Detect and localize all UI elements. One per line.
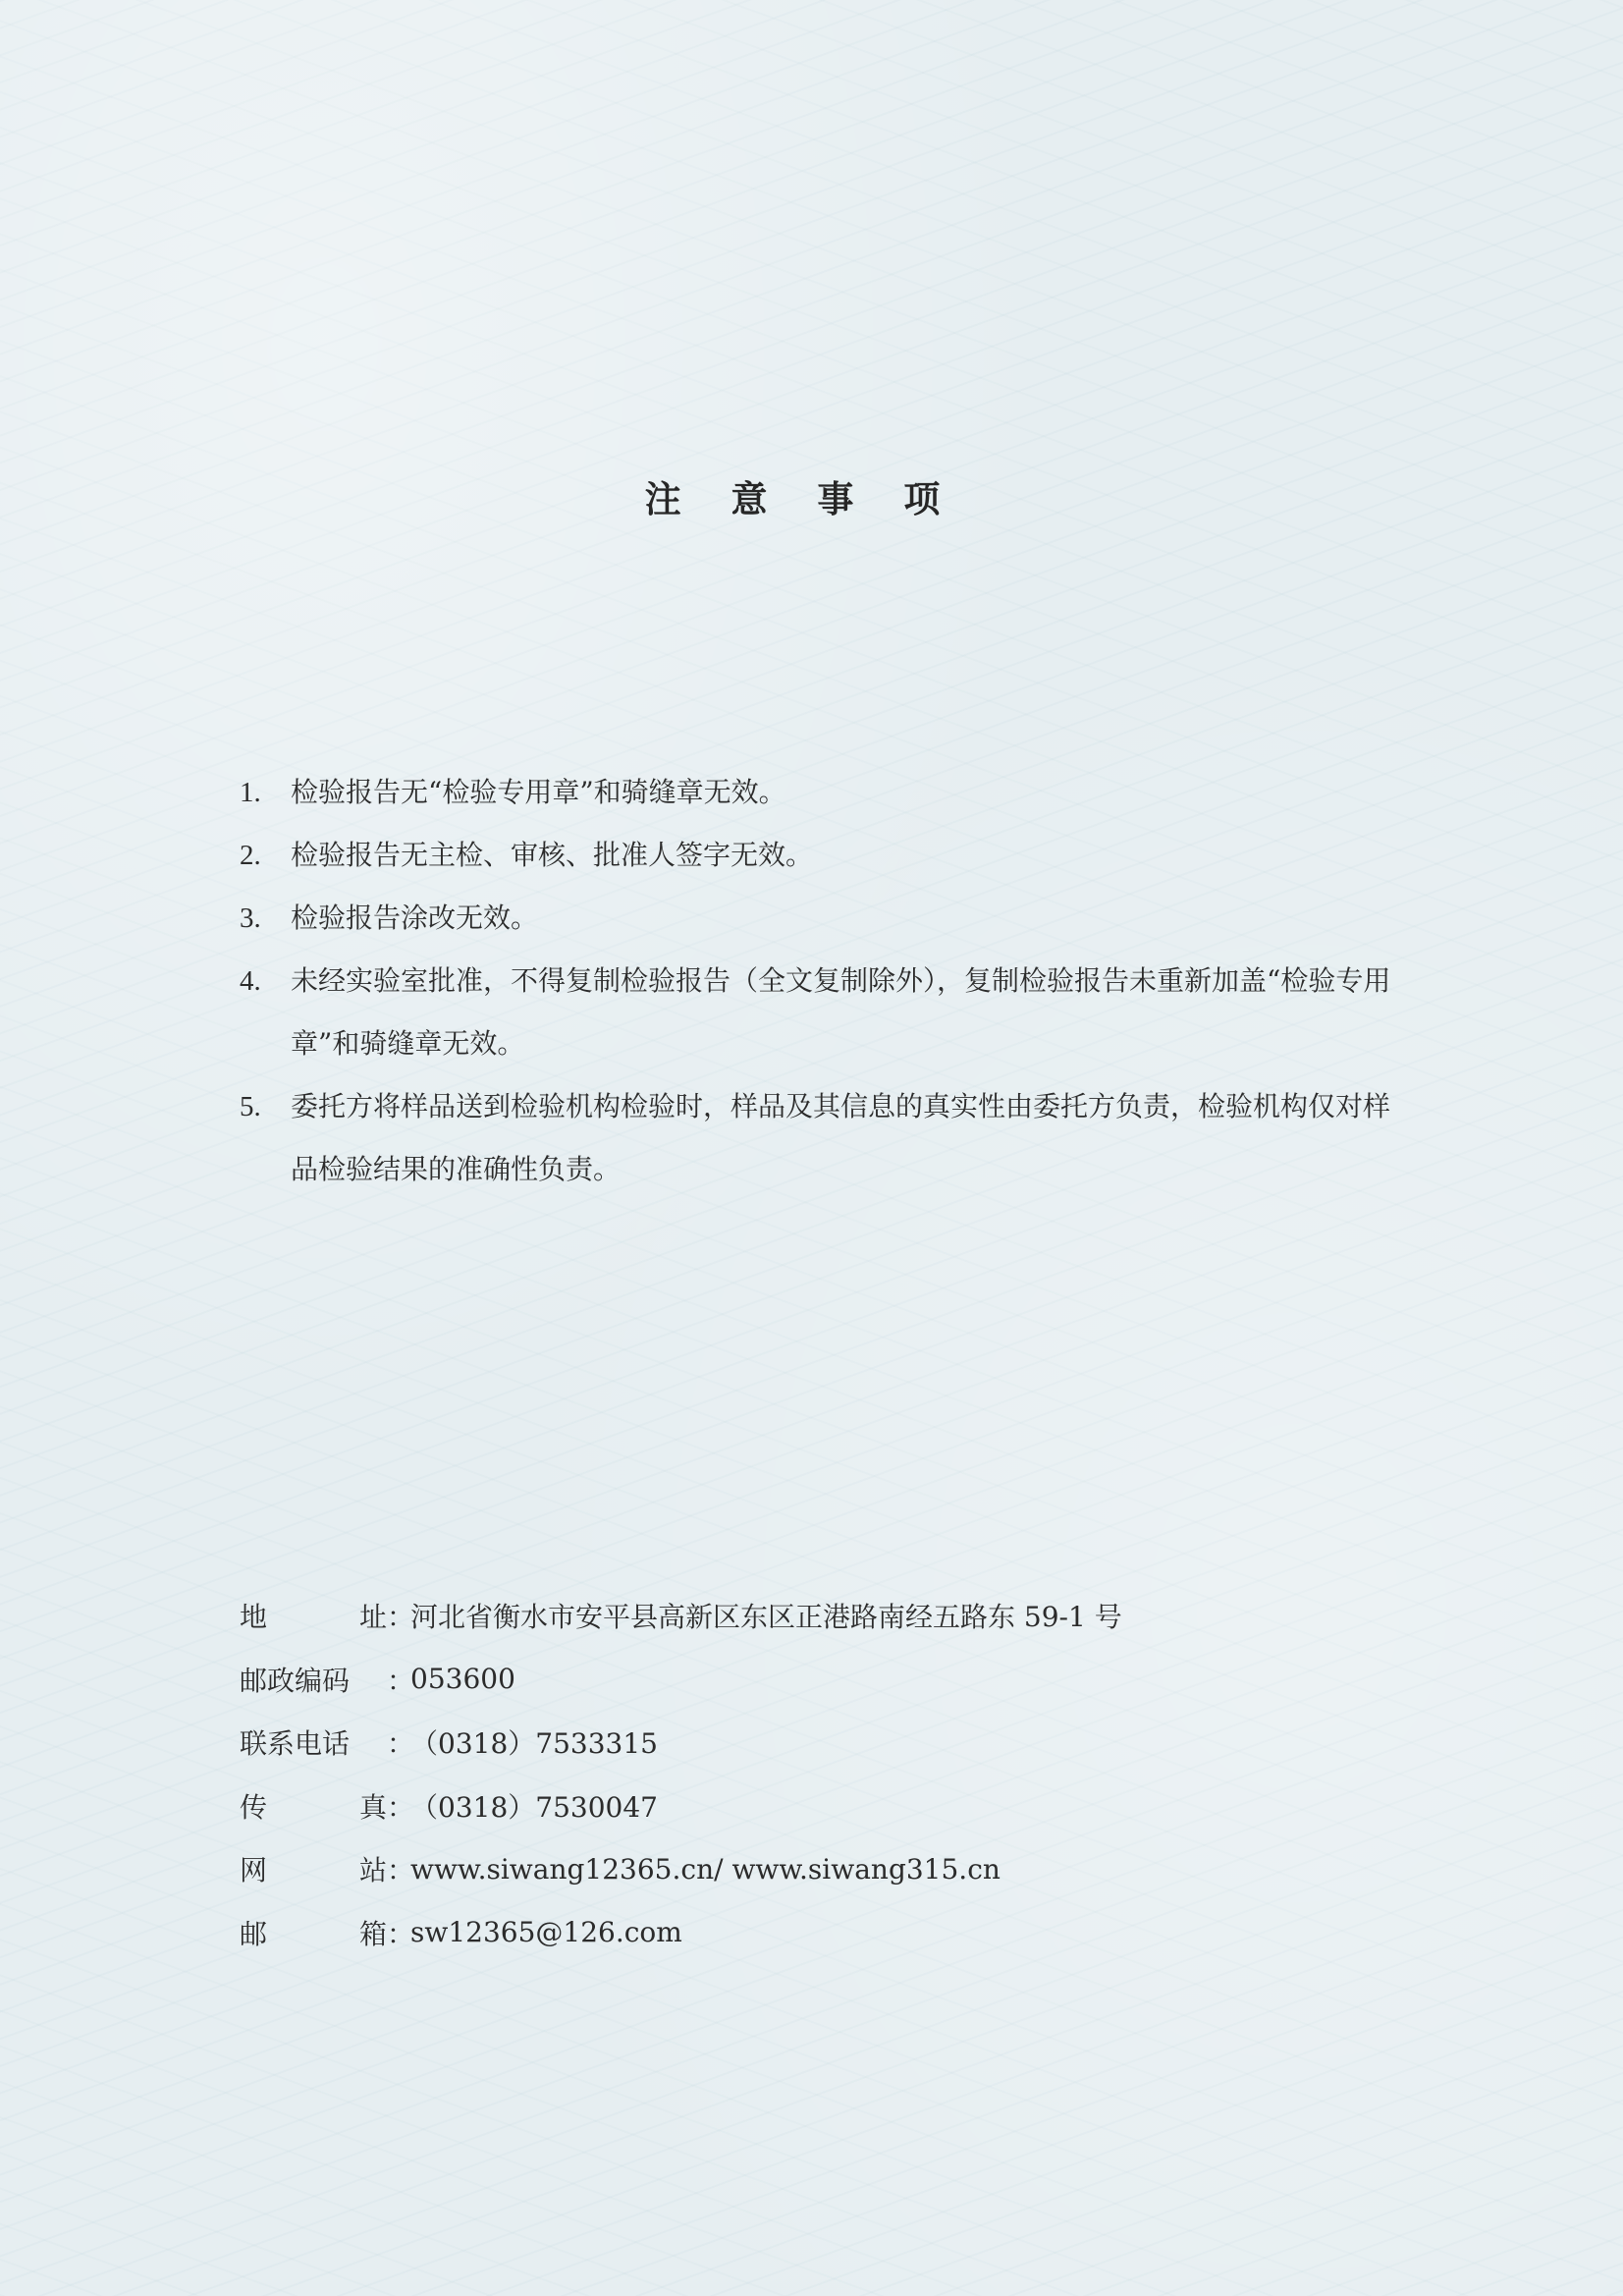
contact-postcode xyxy=(240,1648,1320,1712)
notice-text: 未经实验室批准，不得复制检验报告（全文复制除外），复制检验报告未重新加盖“检验专用章”和骑缝章无效。 xyxy=(291,964,1391,1060)
label-char: 址 xyxy=(358,1601,387,1634)
postcode-value: 053600 xyxy=(410,1663,515,1696)
label-char: 站 xyxy=(358,1854,387,1887)
contact-label xyxy=(240,1596,387,1635)
label-colon: ： xyxy=(387,1601,415,1634)
website-value: www.siwang12365.cn/ www.siwang315.cn xyxy=(410,1852,1001,1886)
label-char: 传 xyxy=(240,1790,268,1824)
label-colon: ： xyxy=(387,1854,415,1887)
label-char: 箱 xyxy=(358,1917,387,1950)
notice-item-1 xyxy=(240,761,1398,824)
notice-list xyxy=(240,761,1398,1201)
address-value: 河北省衡水市安平县高新区东区正港路南经五路东 59-1 号 xyxy=(410,1601,1122,1634)
notice-item-4 xyxy=(240,950,1398,1075)
contact-label xyxy=(240,1913,387,1952)
contact-phone xyxy=(240,1711,1320,1775)
label-char: 真 xyxy=(358,1790,387,1824)
notice-text: 检验报告无“检验专用章”和骑缝章无效。 xyxy=(291,776,786,808)
contact-website xyxy=(240,1837,1320,1901)
label-colon: ： xyxy=(387,1664,415,1697)
fax-value: （0318）7530047 xyxy=(410,1790,658,1824)
label-colon: ： xyxy=(387,1727,415,1761)
notice-number: 1. xyxy=(240,777,261,808)
label-char: 邮 xyxy=(240,1917,268,1950)
notice-item-3 xyxy=(240,887,1398,950)
contact-fax xyxy=(240,1775,1320,1838)
notice-item-5 xyxy=(240,1075,1398,1201)
contact-address xyxy=(240,1584,1320,1648)
label-char: 网 xyxy=(240,1854,268,1887)
notice-number: 5. xyxy=(240,1091,261,1122)
contact-label: 联系电话 xyxy=(240,1727,351,1761)
notice-number: 4. xyxy=(240,965,261,997)
label-colon: ： xyxy=(387,1917,415,1950)
page-title: 注 意 事 项 xyxy=(644,478,959,520)
label-char: 地 xyxy=(240,1601,268,1634)
label-colon: ： xyxy=(387,1790,415,1824)
notice-item-2 xyxy=(240,824,1398,887)
notice-number: 2. xyxy=(240,840,261,871)
notice-text: 委托方将样品送到检验机构检验时，样品及其信息的真实性由委托方负责，检验机构仅对样品检验结果的准确性负责。 xyxy=(291,1090,1391,1185)
contact-label xyxy=(240,1786,387,1826)
contact-info xyxy=(240,1584,1320,1964)
email-value: sw12365@126.com xyxy=(410,1916,682,1949)
contact-email xyxy=(240,1901,1320,1965)
contact-label xyxy=(240,1849,387,1888)
notice-text: 检验报告涂改无效。 xyxy=(291,902,539,934)
notice-text: 检验报告无主检、审核、批准人签字无效。 xyxy=(291,839,814,871)
contact-label: 邮政编码 xyxy=(240,1664,351,1697)
notice-number: 3. xyxy=(240,902,261,934)
phone-value: （0318）7533315 xyxy=(410,1727,658,1761)
